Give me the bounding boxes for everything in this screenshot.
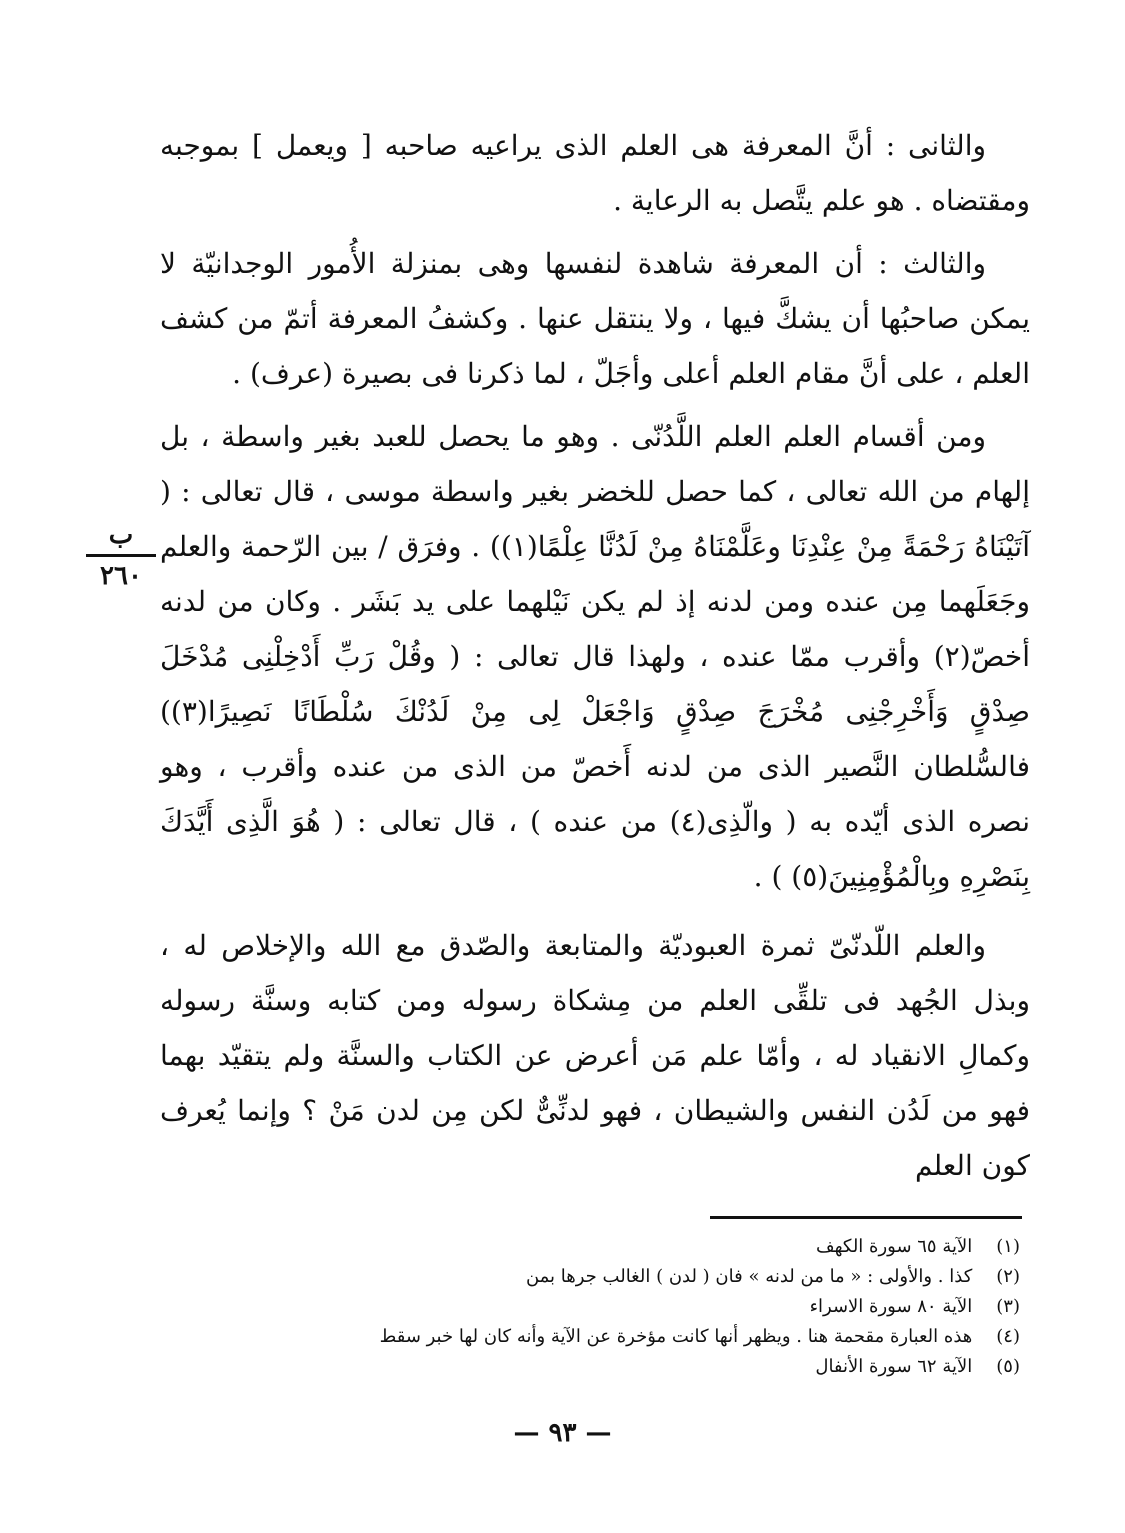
page-number: — ٩٣ — <box>513 1418 612 1448</box>
margin-note <box>86 520 156 591</box>
margin-note-letter: ب <box>86 520 156 557</box>
footnote-item <box>280 1322 1020 1352</box>
footnote-text: هذه العبارة مقحمة هنا . ويظهر أنها كانت مؤخرة عن الآية وأنه كان لها خبر سقط <box>379 1326 973 1347</box>
margin-note-number: ٢٦٠ <box>100 561 142 591</box>
main-text <box>160 118 1030 1201</box>
footnote-number: (١) <box>996 1236 1020 1257</box>
footnote-item <box>280 1232 1020 1262</box>
footnote-number: (٢) <box>996 1266 1020 1287</box>
paragraph-ladunni-knowledge: ومن أقسام العلم العلم اللَّدُنّى . وهو ما يحصل للعبد بغير واسطة ، بل إلهام من الله تعالى ، كما حصل للخضر بغير واسطة موسى ، قال تعالى : ( آتَيْنَاهُ رَحْمَةً مِنْ عِنْدِنَا وعَلَّمْنَاهُ مِنْ لَدُنَّا عِلْمًا(١)) . وفرَق / بين الرّحمة والعلم وجَعَلَهما مِن عنده ومن لدنه إذ لم يكن نَيْلهما على يد بَشَر . وكان من لدنه أخصّ(٢) وأقرب ممّا عنده ، ولهذا قال تعالى : ( وقُلْ رَبِّ أَدْخِلْنِى مُدْخَلَ صِدْقٍ وَأَخْرِجْنِى مُخْرَجَ صِدْقٍ وَاجْعَلْ لِى مِنْ لَدُنْكَ سُلْطَانًا نَصِيرًا(٣)) فالسُّلطان النَّصير الذى من لدنه أَخصّ من الذى من عنده وأقرب ، وهو نصره الذى أيّده به ( والّذِى(٤) من عنده ) ، قال تعالى : ( هُوَ الَّذِى أَيَّدَكَ بِنَصْرِهِ وبِالْمُؤْمِنِينَ(٥) ) . <box>160 420 1031 893</box>
footnote-number: (٣) <box>996 1296 1020 1317</box>
footnote-item <box>280 1352 1020 1382</box>
paragraph-third-point: والثالث : أن المعرفة شاهدة لنفسها وهى بمنزلة الأُمور الوجدانيّة لا يمكن صاحبُها أن يشكَّ فيها ، ولا ينتقل عنها . وكشفُ المعرفة أتمّ من كشف العلم ، على أنَّ مقام العلم أعلى وأجَلّ ، لما ذكرنا فى بصيرة (عرف) . <box>160 247 1030 390</box>
footnotes <box>280 1232 1020 1382</box>
footnote-item <box>280 1292 1020 1322</box>
footnote-text: الآية ٨٠ سورة الاسراء <box>809 1296 973 1317</box>
footnote-divider <box>710 1216 1022 1219</box>
footnote-text: كذا . والأولى : « ما من لدنه » فان ( لدن ) الغالب جرها بمن <box>525 1266 973 1287</box>
footnote-number: (٥) <box>996 1356 1020 1377</box>
footnote-text: الآية ٦٢ سورة الأنفال <box>815 1356 973 1377</box>
footnote-item <box>280 1262 1020 1292</box>
footnote-number: (٤) <box>996 1326 1020 1347</box>
footnote-text: الآية ٦٥ سورة الكهف <box>815 1236 973 1257</box>
paragraph-ladunni-fruit: والعلم اللّدنّىّ ثمرة العبوديّة والمتابعة والصّدق مع الله والإخلاص له ، وبذل الجُهد فى تلقِّى العلم من مِشكاة رسوله ومن كتابه وسنَّة رسوله وكمالِ الانقياد له ، وأمّا علم مَن أعرض عن الكتاب والسنَّة ولم يتقيّد بهما فهو من لَدُن النفس والشيطان ، فهو لدنِّىٌّ لكن مِن لدن مَنْ ؟ وإنما يُعرف كون العلم <box>160 929 1030 1182</box>
paragraph-second-point: والثانى : أنَّ المعرفة هى العلم الذى يراعيه صاحبه [ ويعمل ] بموجبه ومقتضاه . هو علم يتَّصل به الرعاية . <box>160 129 1030 217</box>
